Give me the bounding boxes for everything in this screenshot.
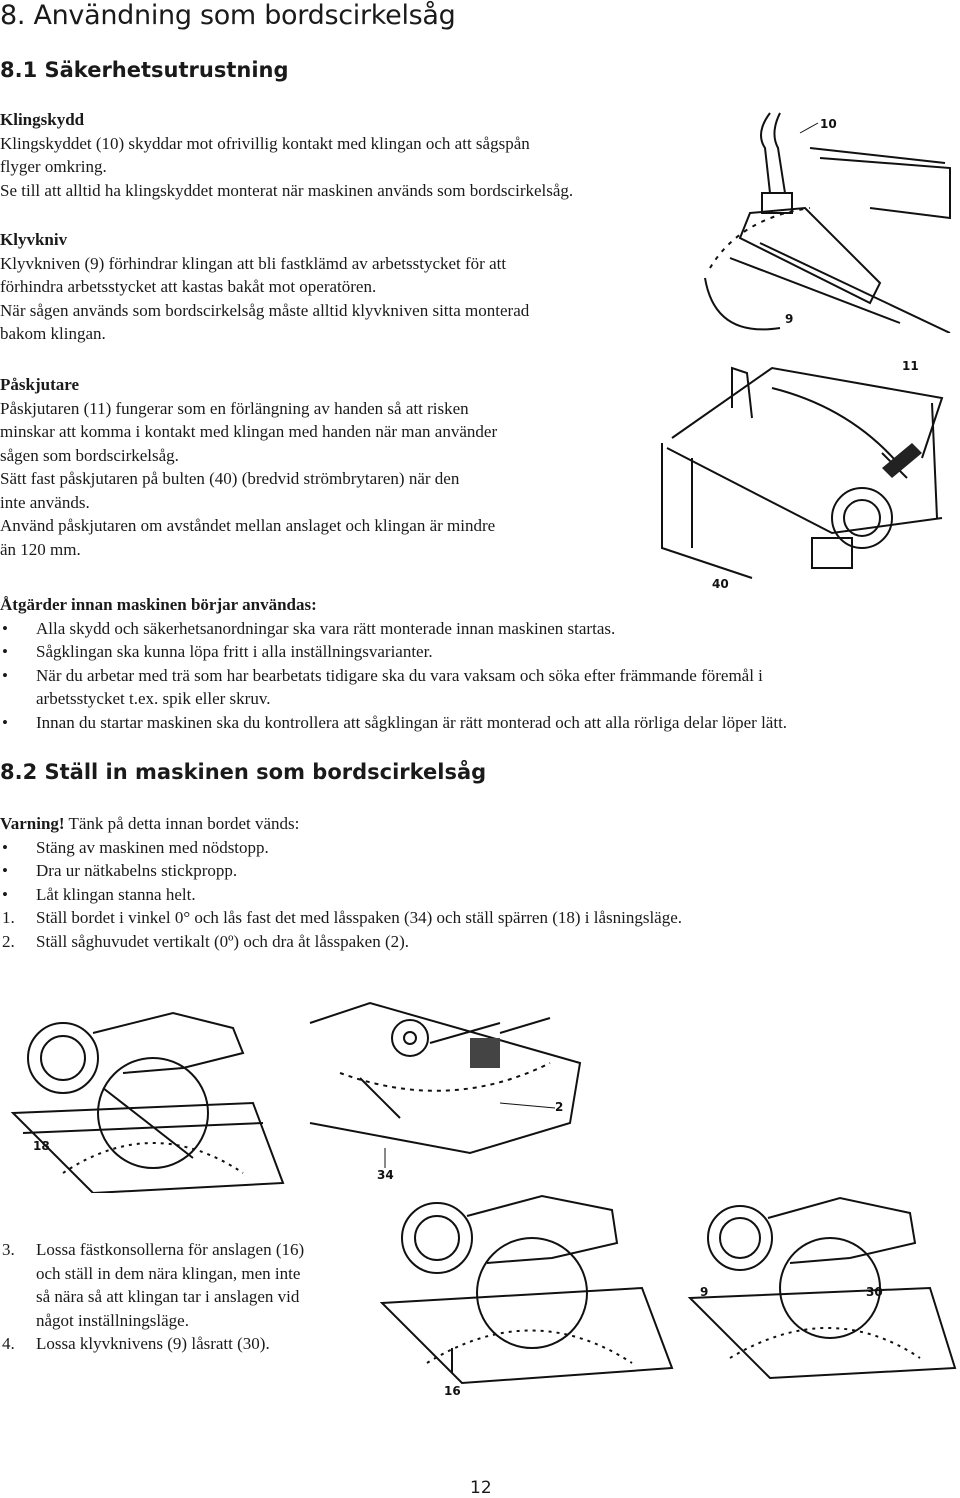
atgarder-block: [0, 593, 955, 734]
bullet: •: [2, 665, 8, 685]
list-item: • När du arbetar med trä som har bearbetats tidigare ska du vara vaksam och söka efter främmande föremål i: [0, 664, 955, 688]
step-3: 3. Lossa fästkonsollerna för anslagen (16) och ställ in dem nära klingan, men inte så nära så att klingan tar i anslagen vid något inställningsläge.: [2, 1240, 305, 1330]
callout-34: 34: [377, 1168, 394, 1182]
list-item-continuation: arbetsstycket t.ex. spik eller skruv.: [36, 689, 271, 708]
callout-30: 30: [866, 1285, 883, 1299]
list-item: • Låt klingan stanna helt.: [2, 884, 196, 904]
warning-label: Varning!: [0, 814, 65, 833]
riving-knife-figure: [680, 1188, 960, 1383]
text-line: När sågen används som bordscirkelsåg måste alltid klyvkniven sitta monterad: [0, 300, 530, 320]
list-item: • Dra ur nätkabelns stickpropp.: [2, 861, 238, 880]
atgarder-title: Åtgärder innan maskinen börjar användas:: [0, 595, 317, 614]
bullet: •: [2, 618, 8, 638]
text-line: minskar att komma i kontakt med klingan med handen när man använder: [0, 422, 498, 441]
callout-2: 2: [555, 1100, 564, 1114]
bullet: •: [2, 712, 8, 732]
paskjutare-title: Påskjutare: [0, 375, 80, 394]
push-stick-figure: [652, 348, 952, 593]
text-line: sågen som bordscirkelsåg.: [0, 445, 179, 465]
page-heading: 8. Användning som bordscirkelsåg: [0, 0, 456, 31]
text-line: Klingskyddet (10) skyddar mot ofrivillig kontakt med klingan och att sågspån: [0, 133, 530, 153]
text-line: inte används.: [0, 492, 90, 512]
list-item: • Innan du startar maskinen ska du kontrollera att sågklingan är rätt monterad och att alla rörliga delar löper lätt.: [0, 711, 955, 735]
callout-10: 10: [820, 117, 837, 131]
fence-bracket-figure: [372, 1188, 677, 1403]
callout-40: 40: [712, 577, 729, 591]
list-item: • Alla skydd och säkerhetsanordningar ska vara rätt monterade innan maskinen startas.: [0, 617, 955, 641]
text-line: Se till att alltid ha klingskyddet monterat när maskinen används som bordscirkelsåg.: [0, 180, 574, 200]
warning-block: [0, 812, 955, 953]
text-line: Sätt fast påskjutaren på bulten (40) (bredvid strömbrytaren) när den: [0, 469, 460, 488]
callout-18: 18: [33, 1139, 50, 1153]
klyvkniv-block: [0, 228, 690, 346]
text-line: förhindra arbetsstycket att kastas bakåt mot operatören.: [0, 277, 377, 296]
paskjutare-block: [0, 373, 640, 561]
list-item: • Sågklingan ska kunna löpa fritt i alla inställningsvarianter.: [0, 640, 955, 664]
step-1: 1. Ställ bordet i vinkel 0° och lås fast det med låsspaken (34) och ställ spärren (18) i låsningsläge.: [2, 908, 683, 927]
saw-lock-figure: [3, 993, 285, 1193]
callout-9: 9: [700, 1285, 709, 1299]
warning-text: Tänk på detta innan bordet vänds:: [64, 814, 300, 833]
step-2: 2. Ställ såghuvudet vertikalt (0º) och dra åt låsspaken (2).: [2, 931, 410, 951]
section-8-2-title: 8.2 Ställ in maskinen som bordscirkelsåg: [0, 760, 487, 784]
callout-16: 16: [444, 1384, 461, 1398]
step-4: 4. Lossa klyvknivens (9) låsratt (30).: [2, 1334, 270, 1353]
klingskydd-title: Klingskydd: [0, 110, 85, 129]
klyvkniv-title: Klyvkniv: [0, 230, 68, 249]
text-line: flyger omkring.: [0, 157, 107, 176]
section-8-1-title: 8.1 Säkerhetsutrustning: [0, 58, 289, 82]
callout-11: 11: [902, 359, 919, 373]
text-line: bakom klingan.: [0, 324, 106, 343]
text-line: Använd påskjutaren om avståndet mellan anslaget och klingan är mindre: [0, 516, 496, 535]
text-line: Påskjutaren (11) fungerar som en förlängning av handen så att risken: [0, 398, 469, 418]
text-line: än 120 mm.: [0, 539, 81, 559]
list-item: • Stäng av maskinen med nödstopp.: [2, 837, 269, 857]
blade-guard-figure: [700, 108, 955, 333]
text-line: Klyvkniven (9) förhindrar klingan att bli fastklämd av arbetsstycket för att: [0, 253, 507, 273]
callout-9: 9: [785, 312, 794, 326]
bullet: •: [2, 642, 8, 661]
steps-3-4-block: [0, 1238, 370, 1356]
page-number: 12: [470, 1478, 492, 1498]
lock-lever-figure: [300, 983, 590, 1183]
klingskydd-block: [0, 108, 700, 202]
